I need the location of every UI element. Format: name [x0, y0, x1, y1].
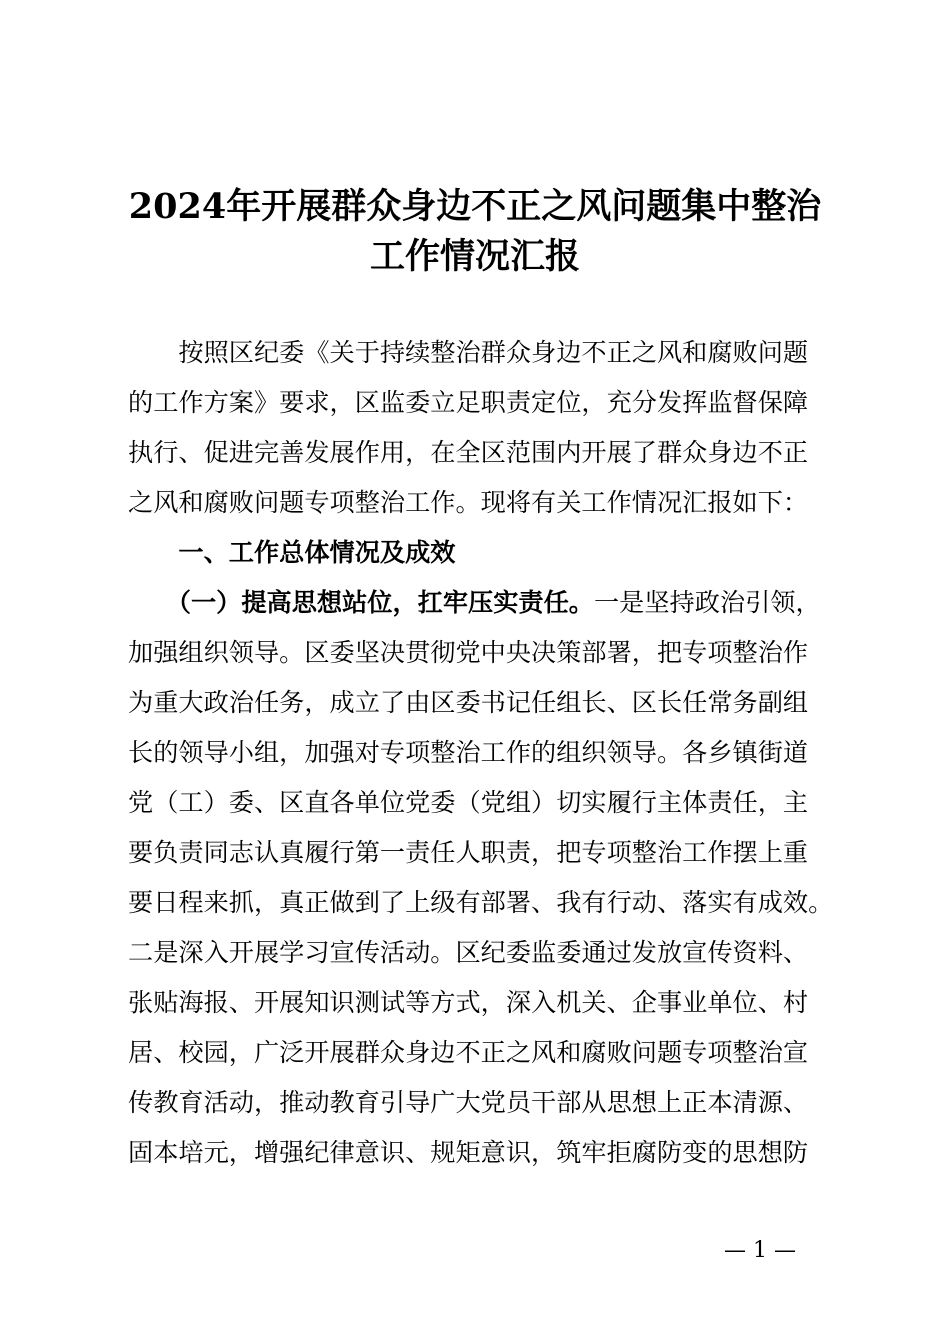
text-line: 要负责同志认真履行第一责任人职责，把专项整治工作摆上重	[128, 838, 809, 867]
text-line: 加强组织领导。区委坚决贯彻党中央决策部署，把专项整治作	[128, 638, 809, 667]
text-line: 的工作方案》要求，区监委立足职责定位，充分发挥监督保障	[128, 388, 809, 417]
document-title-line1: 2024年开展群众身边不正之风问题集中整治	[128, 186, 822, 227]
section-heading: 一、工作总体情况及成效	[128, 538, 456, 567]
text-line: 居、校园，广泛开展群众身边不正之风和腐败问题专项整治宣	[128, 1038, 809, 1067]
text-line: 党（工）委、区直各单位党委（党组）切实履行主体责任，主	[128, 788, 809, 817]
text-line: 固本培元，增强纪律意识、规矩意识，筑牢拒腐防变的思想防	[128, 1138, 809, 1167]
page-number: — 1 —	[724, 1238, 796, 1263]
text-line: 为重大政治任务，成立了由区委书记任组长、区长任常务副组	[128, 688, 809, 717]
text-line: 要日程来抓，真正做到了上级有部署、我有行动、落实有成效。	[128, 888, 834, 917]
text-line: 张贴海报、开展知识测试等方式，深入机关、企事业单位、村	[128, 988, 809, 1017]
subsection-line	[128, 578, 828, 628]
text-line: 传教育活动，推动教育引导广大党员干部从思想上正本清源、	[128, 1088, 809, 1117]
text-line: 二是深入开展学习宣传活动。区纪委监委通过发放宣传资料、	[128, 938, 809, 967]
text-line: 长的领导小组，加强对专项整治工作的组织领导。各乡镇街道	[128, 738, 809, 767]
text-line: 执行、促进完善发展作用，在全区范围内开展了群众身边不正	[128, 438, 809, 467]
subsection-heading: （一）提高思想站位，扛牢压实责任。	[128, 588, 594, 617]
text-line: 之风和腐败问题专项整治工作。现将有关工作情况汇报如下：	[128, 488, 809, 517]
document-title-line2: 工作情况汇报	[369, 236, 580, 277]
subsection-text: 一是坚持政治引领，	[593, 588, 821, 617]
text-line: 按照区纪委《关于持续整治群众身边不正之风和腐败问题	[128, 338, 809, 367]
